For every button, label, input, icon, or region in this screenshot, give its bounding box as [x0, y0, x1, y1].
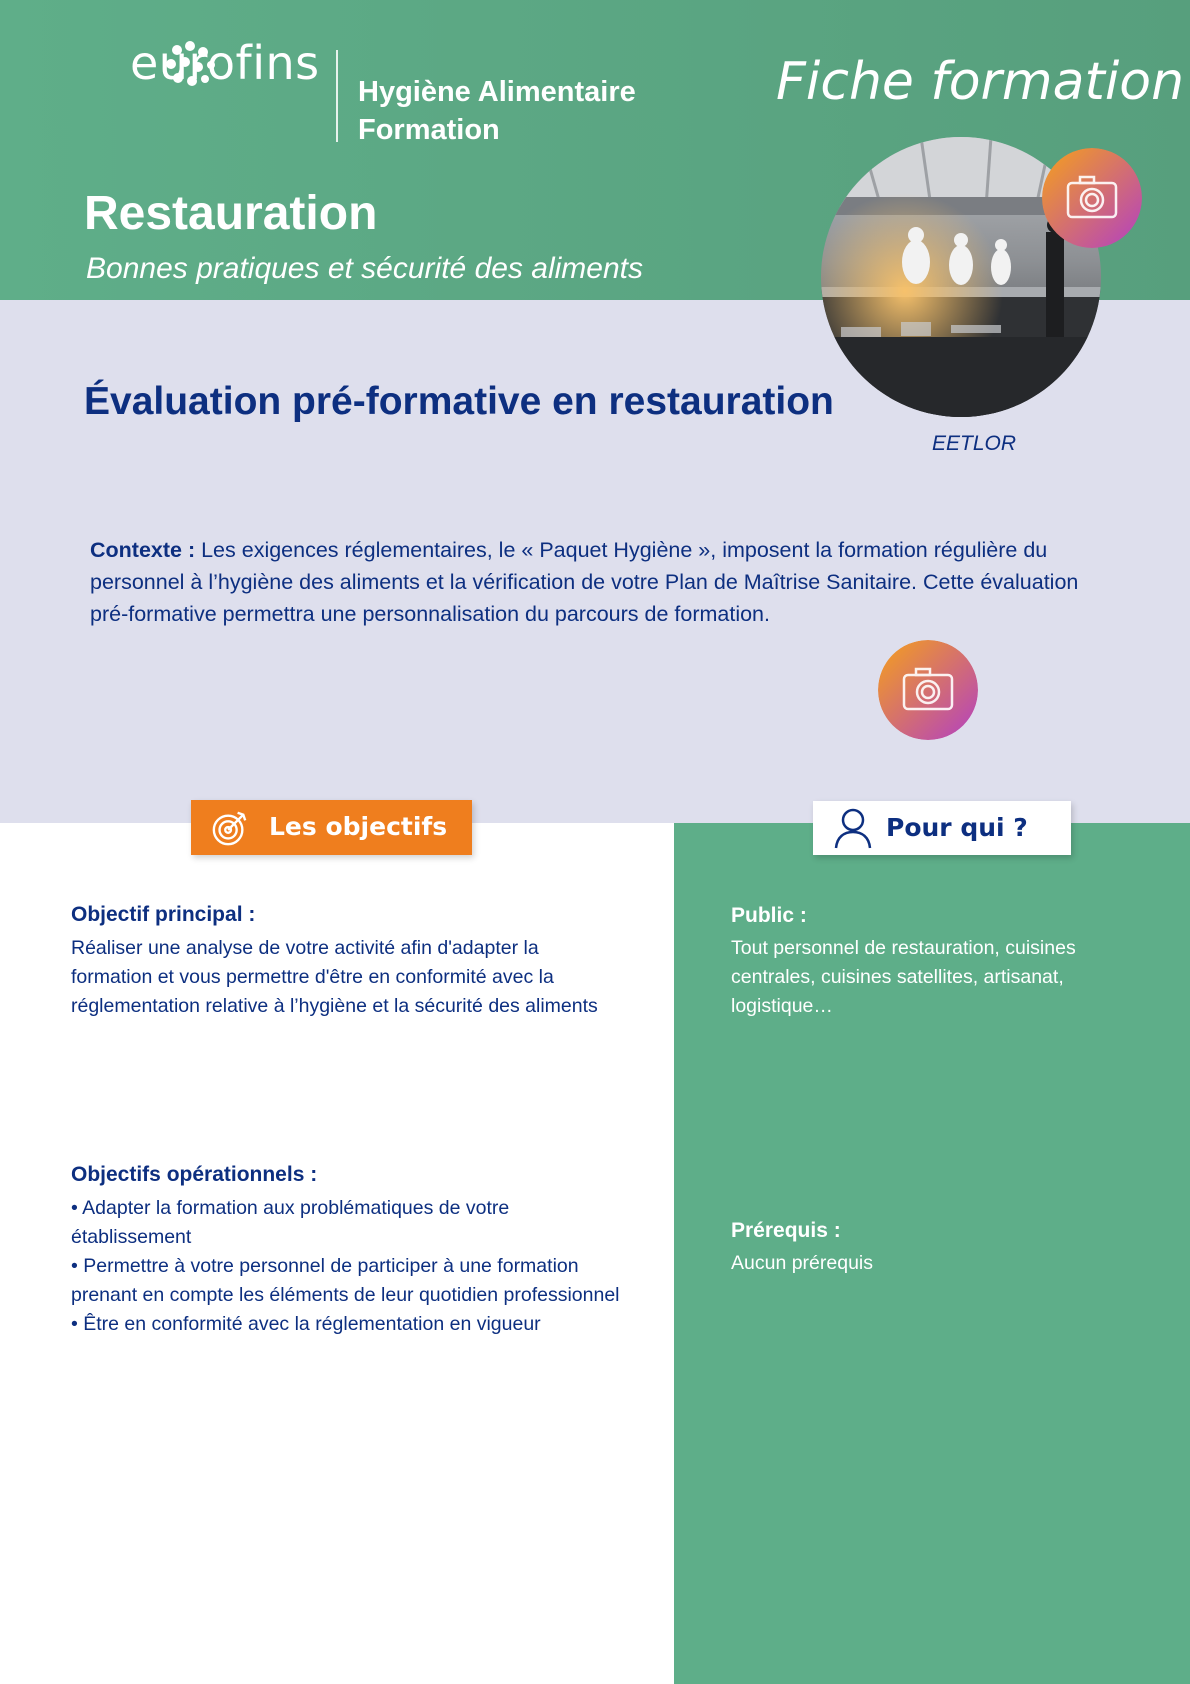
course-code: EETLOR	[932, 432, 1017, 455]
target-icon	[211, 809, 249, 847]
list-item: • Permettre à votre personnel de participer à une formation prenant en compte les éléments de leur quotidien professionnel	[71, 1255, 620, 1306]
brand-line-2: Formation	[358, 114, 500, 146]
public-text: Tout personnel de restauration, cuisines centrales, cuisines satellites, artisanat, logistique…	[731, 937, 1076, 1017]
main-objective-text: Réaliser une analyse de votre activité afin d'adapter la formation et vous permettre d'être en conformité avec la réglementation relative à l’hygiène et la sécurité des aliments	[71, 937, 598, 1017]
context-text: Les exigences réglementaires, le « Paquet Hygiène », imposent la formation régulière du personnel à l’hygiène des aliments et la vérification de votre Plan de Maîtrise Sanitaire. Cette évaluation pré-formative permettra une personnalisation du parcours de formation.	[90, 538, 1079, 626]
page-title: Restauration	[84, 187, 378, 240]
logo-wordmark: eurofins	[130, 36, 320, 90]
document-type: Fiche formation	[776, 52, 1185, 112]
context-label: Contexte :	[90, 538, 196, 562]
tab-audience-label: Pour qui ?	[886, 813, 1028, 842]
brand-line-1: Hygiène Alimentaire	[358, 76, 636, 108]
page-subtitle: Bonnes pratiques et sécurité des aliments	[86, 252, 643, 285]
public-heading: Public :	[731, 904, 807, 927]
prerequisites-text: Aucun prérequis	[731, 1252, 874, 1274]
person-icon	[833, 807, 873, 849]
course-title: Évaluation pré-formative en restauration	[84, 380, 834, 423]
list-item: • Adapter la formation aux problématiques de votre établissement	[71, 1197, 510, 1248]
tab-objectives	[191, 800, 472, 855]
logo-divider	[336, 50, 338, 142]
context-paragraph	[90, 534, 1120, 630]
main-objective-heading: Objectif principal :	[71, 903, 256, 926]
operational-objectives-heading: Objectifs opérationnels :	[71, 1163, 318, 1186]
camera-icon	[1042, 148, 1142, 248]
prerequisites-heading: Prérequis :	[731, 1219, 841, 1242]
camera-icon	[878, 640, 978, 740]
list-item: • Être en conformité avec la réglementation en vigueur	[71, 1313, 541, 1335]
tab-objectives-label: Les objectifs	[269, 812, 448, 841]
operational-objectives-list	[71, 1194, 631, 1339]
tab-audience	[813, 801, 1071, 855]
